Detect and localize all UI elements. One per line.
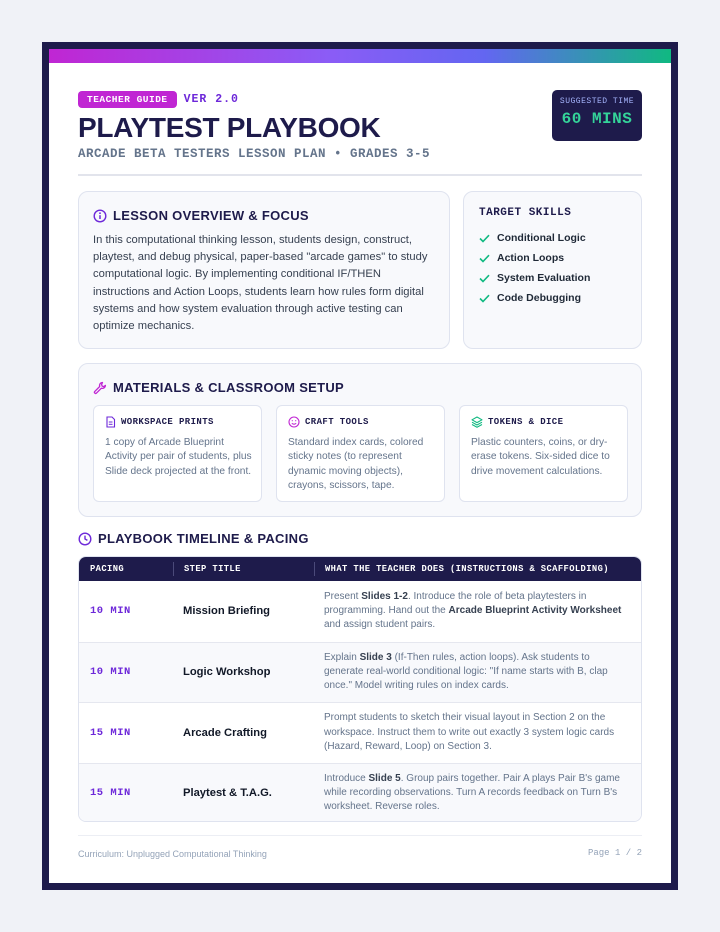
teacher-action-cell: Present Slides 1-2. Introduce the role of beta playtesters in programming. Hand out the Arcade Blueprint Activity Worksheet and assign student pairs. bbox=[324, 590, 622, 631]
teacher-action-cell: Introduce Slide 5. Group pairs together. Pair A plays Pair B's game while recording observations. Turn A records feedback on Turn B's worksheet. Reverse roles. bbox=[324, 772, 620, 813]
check-icon bbox=[479, 274, 490, 283]
document-icon bbox=[105, 416, 116, 428]
header-pacing: PACING bbox=[90, 564, 125, 574]
footer-curriculum: Curriculum: Unplugged Computational Thinking bbox=[78, 849, 267, 859]
table-row bbox=[79, 581, 641, 642]
table-body bbox=[79, 581, 641, 822]
table-row bbox=[79, 642, 641, 703]
table-row bbox=[79, 702, 641, 763]
step-title-cell: Mission Briefing bbox=[183, 605, 271, 618]
target-skills-title: TARGET SKILLS bbox=[479, 207, 572, 219]
footer bbox=[78, 835, 642, 859]
version-label: VER 2.0 bbox=[183, 93, 239, 106]
check-icon bbox=[479, 234, 490, 243]
page-frame bbox=[42, 42, 678, 890]
suggested-time-box bbox=[552, 90, 642, 141]
document-page bbox=[49, 49, 671, 883]
page-title: PLAYTEST PLAYBOOK bbox=[78, 112, 381, 143]
skill-item bbox=[479, 268, 590, 288]
page-subtitle: ARCADE BETA TESTERS LESSON PLAN • GRADES 3-5 bbox=[78, 147, 431, 161]
pacing-cell: 10 MIN bbox=[90, 666, 131, 679]
step-title-cell: Logic Workshop bbox=[183, 666, 271, 679]
emphasis: Slide 3 bbox=[359, 651, 392, 663]
skill-label: Action Loops bbox=[497, 252, 565, 264]
gradient-top-bar bbox=[49, 49, 671, 63]
teacher-action-cell: Prompt students to sketch their visual layout in Section 2 on the workspace. Instruct them to write out exactly 3 system logic cards (Hazard, Reward, Loop) on Section 3. bbox=[324, 712, 615, 752]
info-icon bbox=[93, 209, 107, 223]
header-teacher-actions: WHAT THE TEACHER DOES (INSTRUCTIONS & SCAFFOLDING) bbox=[314, 562, 609, 576]
materials-card bbox=[78, 363, 642, 517]
pacing-cell: 10 MIN bbox=[90, 605, 131, 618]
page-number: Page 1 / 2 bbox=[587, 848, 642, 858]
pacing-cell: 15 MIN bbox=[90, 787, 131, 800]
emphasis: Arcade Blueprint Activity Worksheet bbox=[448, 605, 622, 617]
check-icon bbox=[479, 254, 490, 263]
skill-label: Code Debugging bbox=[497, 292, 581, 304]
skill-item bbox=[479, 228, 590, 248]
clock-icon bbox=[78, 532, 92, 546]
step-title-cell: Playtest & T.A.G. bbox=[183, 787, 272, 800]
suggested-time-label: SUGGESTED TIME bbox=[559, 97, 635, 106]
table-row bbox=[79, 763, 641, 823]
layers-icon bbox=[471, 416, 483, 428]
skill-label: System Evaluation bbox=[497, 272, 591, 284]
materials-title: MATERIALS & CLASSROOM SETUP bbox=[113, 380, 345, 395]
lesson-overview-text: In this computational thinking lesson, students design, construct, playtest, and debug physical, paper-based "arcade games" to study computational logic. By implementing conditional IF/THEN instructions and Action Loops, students learn how rules form digital systems and how system evaluation through active testing can optimize mechanics. bbox=[93, 234, 428, 333]
material-tokens-dice bbox=[459, 405, 628, 502]
table-header bbox=[79, 557, 641, 581]
skill-item bbox=[479, 248, 590, 268]
teacher-guide-badge: TEACHER GUIDE bbox=[78, 91, 177, 108]
teacher-action-cell: Explain Slide 3 (If-Then rules, action loops). Ask students to generate real-world conditional logic: "If name starts with B, clap once." Model writing rules on index cards. bbox=[324, 651, 608, 692]
timeline-table bbox=[78, 556, 642, 822]
material-title: WORKSPACE PRINTS bbox=[121, 417, 214, 427]
header bbox=[78, 63, 642, 176]
material-text: 1 copy of Arcade Blueprint Activity per pair of students, plus Slide deck projected at the front. bbox=[105, 437, 252, 477]
timeline-heading bbox=[78, 531, 309, 546]
emphasis: Slides 1-2 bbox=[361, 590, 408, 602]
lesson-overview-card bbox=[78, 191, 450, 349]
check-icon bbox=[479, 294, 490, 303]
suggested-time-value: 60 MINS bbox=[561, 110, 633, 128]
material-text: Standard index cards, colored sticky notes (to represent dynamic moving objects), crayons, scissors, tape. bbox=[288, 437, 424, 491]
material-title: TOKENS & DICE bbox=[488, 417, 564, 427]
timeline-title: PLAYBOOK TIMELINE & PACING bbox=[98, 531, 309, 546]
material-title: CRAFT TOOLS bbox=[305, 417, 369, 427]
skill-label: Conditional Logic bbox=[497, 232, 586, 244]
header-step-title: STEP TITLE bbox=[173, 562, 314, 576]
material-text: Plastic counters, coins, or dry-erase tokens. Six-sided dice to drive movement calculations. bbox=[471, 437, 610, 477]
pacing-cell: 15 MIN bbox=[90, 726, 131, 739]
material-craft-tools bbox=[276, 405, 445, 502]
smiley-icon bbox=[288, 416, 300, 428]
lesson-overview-title: LESSON OVERVIEW & FOCUS bbox=[113, 208, 309, 223]
wrench-icon bbox=[93, 381, 107, 395]
skill-item bbox=[479, 288, 590, 308]
target-skills-card bbox=[463, 191, 642, 349]
step-title-cell: Arcade Crafting bbox=[183, 726, 267, 739]
emphasis: Slide 5 bbox=[368, 772, 401, 784]
material-workspace-prints bbox=[93, 405, 262, 502]
